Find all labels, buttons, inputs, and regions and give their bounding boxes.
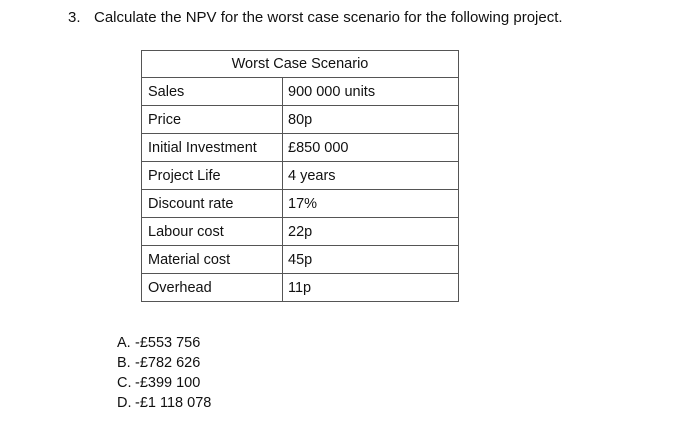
row-label: Labour cost [142, 218, 283, 246]
table-row [142, 246, 459, 274]
row-label: Material cost [142, 246, 283, 274]
option-c[interactable] [117, 373, 211, 393]
row-value: 4 years [283, 162, 459, 190]
table-row [142, 162, 459, 190]
answer-options [117, 333, 211, 413]
option-text: -£1 118 078 [135, 395, 212, 411]
table-row [142, 274, 459, 302]
table-row [142, 78, 459, 106]
table-row [142, 106, 459, 134]
row-value: 17% [283, 190, 459, 218]
row-label: Sales [142, 78, 283, 106]
option-b[interactable] [117, 353, 211, 373]
table-title-row [142, 51, 459, 78]
row-value: £850 000 [283, 134, 459, 162]
scenario-table-container [141, 50, 459, 302]
row-value: 11p [283, 274, 459, 302]
option-a[interactable] [117, 333, 211, 353]
option-text: -£782 626 [135, 355, 201, 371]
row-value: 900 000 units [283, 78, 459, 106]
table-title: Worst Case Scenario [142, 51, 459, 78]
question-text: Calculate the NPV for the worst case scenario for the following project. [94, 9, 563, 26]
scenario-table [141, 50, 459, 302]
row-label: Overhead [142, 274, 283, 302]
row-value: 80p [283, 106, 459, 134]
option-letter: D. [117, 395, 132, 411]
row-value: 22p [283, 218, 459, 246]
row-label: Price [142, 106, 283, 134]
table-row [142, 190, 459, 218]
table-row [142, 134, 459, 162]
option-letter: A. [117, 335, 131, 351]
table-row [142, 218, 459, 246]
row-label: Project Life [142, 162, 283, 190]
question [68, 9, 563, 26]
question-number: 3. [68, 9, 81, 26]
option-letter: C. [117, 375, 132, 391]
option-letter: B. [117, 355, 131, 371]
row-label: Initial Investment [142, 134, 283, 162]
row-label: Discount rate [142, 190, 283, 218]
row-value: 45p [283, 246, 459, 274]
option-text: -£399 100 [135, 375, 201, 391]
option-text: -£553 756 [135, 335, 201, 351]
option-d[interactable] [117, 393, 211, 413]
